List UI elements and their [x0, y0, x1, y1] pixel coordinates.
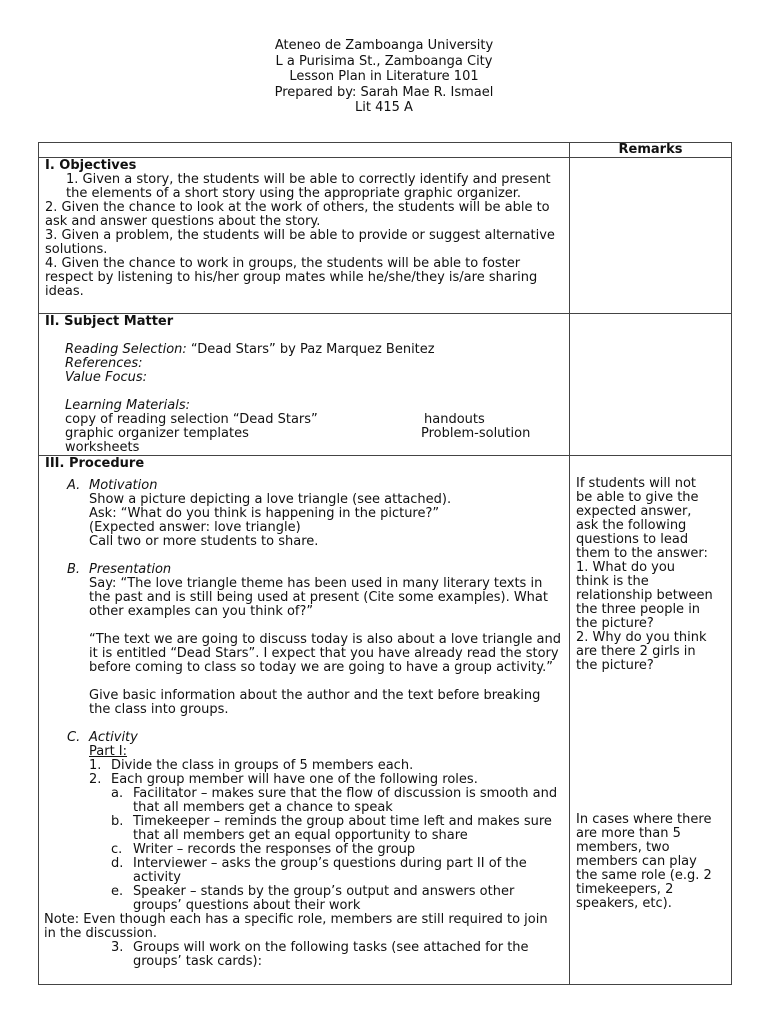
motivation-title: Motivation [89, 478, 158, 493]
remarks-column-header: Remarks [570, 143, 732, 158]
role-item: d. Interviewer – asks the group’s questions during part II of the activity [111, 856, 527, 885]
remark-motivation: If students will not be able to give the expected answer, ask the following questions to lead them to the answer: 1. What do you think is the relationship between the three people in the picture? 2. Why do you think are there 2 girls in the picture? [576, 476, 713, 673]
lesson-plan-table [38, 142, 732, 985]
role-item: c. Writer – records the responses of the group [111, 842, 416, 857]
material-item: worksheets [65, 440, 140, 455]
material-item: copy of reading selection “Dead Stars” [65, 412, 318, 427]
activity-step: 1. Divide the class in groups of 5 members each. [89, 758, 414, 773]
activity-step: 3. Groups will work on the following tasks (see attached for the groups’ task cards): [111, 940, 529, 969]
class-section: Lit 415 A [355, 100, 413, 115]
subject-matter-remarks-cell [570, 314, 732, 456]
activity-step: 2. Each group member will have one of the following roles. [89, 772, 478, 787]
motivation-line: Ask: “What do you think is happening in the picture?” [89, 506, 440, 521]
activity-title: Activity [89, 730, 138, 745]
procedure-row [39, 456, 732, 985]
reading-selection [45, 343, 563, 357]
main-column-header [39, 143, 570, 158]
objective-item: 4. Given the chance to work in groups, the students will be able to foster respect by listening to his/her group mates while he/she/they is/are sharing ideas. [45, 256, 538, 299]
presentation-paragraph: “The text we are going to discuss today is also about a love triangle and it is entitled “Dead Stars”. I expect that you have already read the story before coming to class so today we are going to have a group activity.” [89, 632, 561, 675]
lesson-plan-title: Lesson Plan in Literature 101 [289, 69, 479, 84]
motivation-line: Show a picture depicting a love triangle (see attached). [89, 492, 452, 507]
motivation-line: (Expected answer: love triangle) [89, 520, 301, 535]
document-header [0, 38, 768, 116]
subject-matter-row [39, 314, 732, 456]
procedure-remarks-cell [570, 456, 732, 985]
learning-materials-label: Learning Materials: [65, 398, 190, 413]
part-one-label: Part I: [89, 744, 128, 759]
university-name: Ateneo de Zamboanga University [274, 38, 494, 53]
material-item: handouts [424, 412, 485, 427]
presentation-paragraph: Give basic information about the author and the text before breaking the class into groups. [89, 688, 541, 717]
motivation-heading: A. Motivation [67, 478, 158, 493]
material-item: graphic organizer templates [65, 426, 249, 441]
remark-activity: In cases where there are more than 5 members, two members can play the same role (e.g. 2 timekeepers, 2 speakers, etc). [576, 812, 712, 911]
presentation-heading: B. Presentation [67, 562, 172, 577]
role-item: b. Timekeeper – reminds the group about time left and makes sure that all members get an equal opportunity to share [111, 814, 552, 843]
reading-selection-value: “Dead Stars” by Paz Marquez Benitez [186, 342, 435, 357]
roles-note: Note: Even though each has a specific role, members are still required to join in the discussion. [44, 912, 548, 941]
objective-item: 3. Given a problem, the students will be able to provide or suggest alternative solutions. [45, 228, 555, 257]
table-header-row [39, 143, 732, 158]
objective-item: 1. Given a story, the students will be able to correctly identify and present the elements of a short story using the appropriate graphic organizer. [66, 172, 551, 201]
value-focus-label: Value Focus: [65, 370, 147, 385]
prepared-by: Prepared by: Sarah Mae R. Ismael [274, 84, 494, 100]
objectives-remarks-cell [570, 158, 732, 314]
activity-heading: C. Activity [67, 730, 138, 745]
role-item: e. Speaker – stands by the group’s output and answers other groups’ questions about their work [111, 884, 515, 913]
university-address: L a Purisima St., Zamboanga City [275, 53, 493, 69]
presentation-paragraph: Say: “The love triangle theme has been used in many literary texts in the past and is still being used at present (Cite some examples). What other examples can you think of?” [89, 576, 548, 619]
objectives-row [39, 158, 732, 314]
procedure-title: III. Procedure [45, 456, 145, 471]
objective-item: 2. Given the chance to look at the work of others, the students will be able to ask and answer questions about the story. [45, 200, 550, 229]
material-item: Problem-solution [421, 426, 531, 441]
role-item: a. Facilitator – makes sure that the flow of discussion is smooth and that all members get a chance to speak [111, 786, 558, 815]
references-label: References: [65, 356, 143, 371]
motivation-line: Call two or more students to share. [89, 534, 319, 549]
presentation-title: Presentation [89, 562, 172, 577]
reading-selection-label: Reading Selection: [65, 342, 187, 357]
objectives-title: I. Objectives [45, 158, 137, 173]
subject-matter-title: II. Subject Matter [45, 314, 174, 329]
